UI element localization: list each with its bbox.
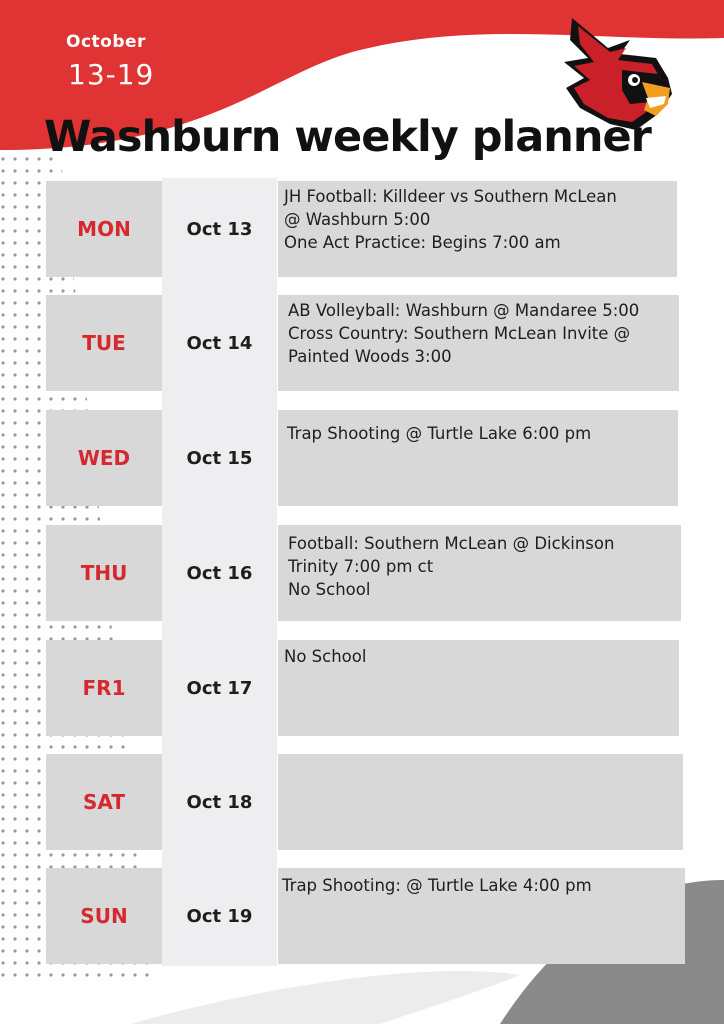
event-line: Trap Shooting @ Turtle Lake 6:00 pm (287, 424, 592, 443)
planner-row-sun (0, 868, 724, 964)
planner-row-wed (0, 410, 724, 506)
event-line: Football: Southern McLean @ Dickinson (288, 534, 615, 553)
event-line: Trap Shooting: @ Turtle Lake 4:00 pm (282, 876, 592, 895)
events-box (278, 410, 678, 506)
event-line: Cross Country: Southern McLean Invite @ (288, 324, 631, 343)
event-line: @ Washburn 5:00 (284, 210, 431, 229)
event-line: JH Football: Killdeer vs Southern McLean (284, 187, 617, 206)
day-label: FR1 (46, 640, 162, 736)
events-box (278, 640, 679, 736)
day-label: MON (46, 181, 162, 277)
day-label: SUN (46, 868, 162, 964)
event-line: No School (284, 647, 367, 666)
events-box (278, 525, 681, 621)
planner-row-mon (0, 181, 724, 277)
date-label: Oct 17 (186, 677, 253, 699)
date-label: Oct 13 (186, 218, 253, 240)
events-box (278, 868, 685, 964)
event-line: One Act Practice: Begins 7:00 am (284, 233, 561, 252)
day-label: WED (46, 410, 162, 506)
month-label: October (66, 32, 146, 52)
events-box (278, 295, 679, 391)
event-line: No School (288, 580, 371, 599)
event-line: Painted Woods 3:00 (288, 347, 452, 366)
day-label: SAT (46, 754, 162, 850)
event-line: Trinity 7:00 pm ct (288, 557, 434, 576)
date-label: Oct 15 (186, 447, 253, 469)
date-range: 13-19 (68, 58, 155, 91)
date-label: Oct 16 (186, 562, 253, 584)
gray-swoosh (130, 971, 520, 1024)
date-label: Oct 19 (186, 905, 253, 927)
page-title: Washburn weekly planner (44, 112, 651, 162)
date-label: Oct 18 (186, 791, 253, 813)
events-box (278, 181, 677, 277)
events-box (278, 754, 683, 850)
event-line: AB Volleyball: Washburn @ Mandaree 5:00 (288, 301, 640, 320)
planner-row-fri (0, 640, 724, 736)
date-label: Oct 14 (186, 332, 253, 354)
day-label: TUE (46, 295, 162, 391)
day-label: THU (46, 525, 162, 621)
planner-row-sat (0, 754, 724, 850)
planner-row-thu (0, 525, 724, 621)
planner-row-tue (0, 295, 724, 391)
